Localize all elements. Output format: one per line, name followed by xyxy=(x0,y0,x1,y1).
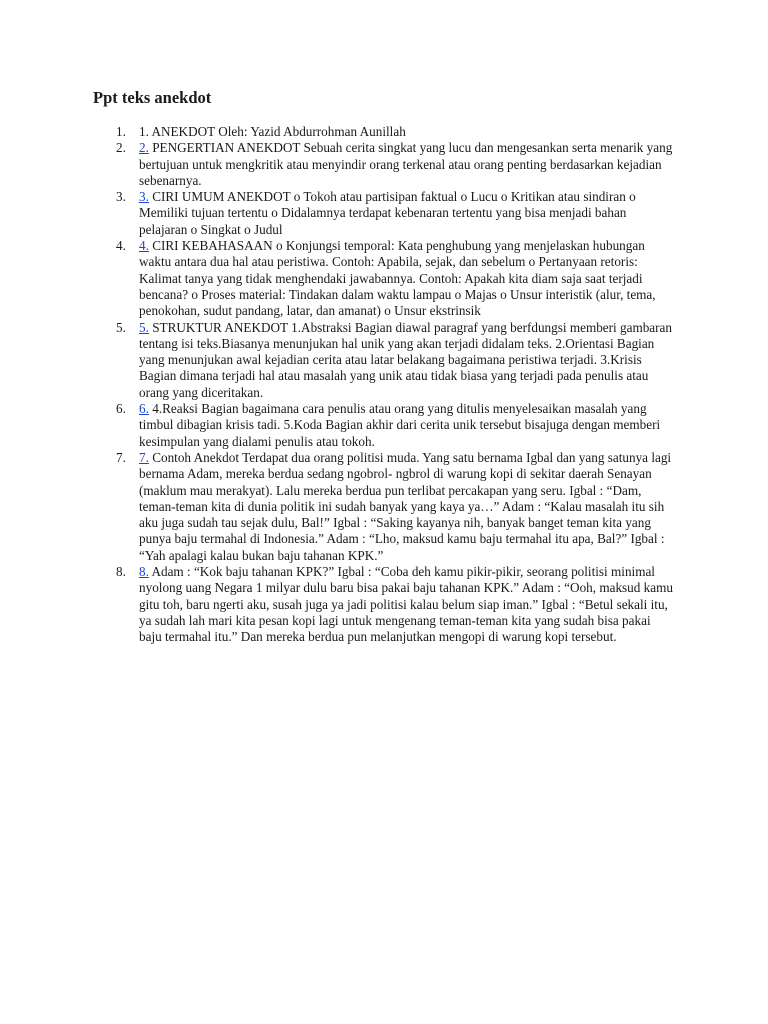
list-item-text: 4.Reaksi Bagian bagaimana cara penulis atau orang yang ditulis menyelesaikan masalah yang timbul dibagian krisis tadi. 5.Koda Bagian akhir dari cerita unik tersebut bisajuga dengan memberi kesimpulan yang dialami penulis atau tokoh. xyxy=(139,401,661,449)
list-item-8 xyxy=(0,564,676,645)
list-item-4 xyxy=(0,238,676,319)
slide-link-8[interactable]: 8. xyxy=(139,564,149,580)
list-item-text: CIRI UMUM ANEKDOT o Tokoh atau partisipan faktual o Lucu o Kritikan atau sindiran o Memiliki tujuan tertentu o Didalamnya terdapat kebenaran tertentu yang bisa menjadi bahan pelajaran o Singkat o Judul xyxy=(139,189,636,237)
list-number: 7. xyxy=(116,449,126,465)
list-item-5 xyxy=(0,320,676,401)
content-list xyxy=(0,124,676,646)
slide-link-2[interactable]: 2. xyxy=(139,140,149,156)
page-title: Ppt teks anekdot xyxy=(93,88,212,107)
list-number: 8. xyxy=(116,564,126,580)
slide-link-5[interactable]: 5. xyxy=(139,319,149,335)
list-item-7 xyxy=(0,450,676,564)
list-item-6 xyxy=(0,401,676,450)
list-item-text: Adam : “Kok baju tahanan KPK?” Igbal : “Coba deh kamu pikir-pikir, seorang politisi minimal nyolong uang Negara 1 milyar dulu baru bisa pakai baju tahanan KPK.” Adam : “Ooh, maksud kamu gitu toh, baru ngerti aku, susah juga ya jadi politisi kalau belum siap iman.” Igbal : “Betul sekali itu, ya sudah lah mari kita pesan kopi lagi untuk mengenang teman-teman kita yang sudah bisa pakai baju termahal itu.” Dan mereka berdua pun melanjutkan mengopi di warung kopi tersebut. xyxy=(139,564,673,645)
slide-link-7[interactable]: 7. xyxy=(139,449,149,465)
list-number: 1. xyxy=(116,124,126,139)
slide-link-3[interactable]: 3. xyxy=(139,189,149,205)
list-item-text: Contoh Anekdot Terdapat dua orang politisi muda. Yang satu bernama Igbal dan yang satunya lagi bernama Adam, mereka berdua sedang ngobrol- ngbrol di warung kopi di sekitar daerah Senayan (maklum mau merakyat). Lalu mereka berdua pun terlibat percakapan yang seru. Igbal : “Dam, teman-teman kita di dunia politik ini sudah banyak yang kaya ya…” Adam : “Kalau masalah itu sih aku juga sudah tau sejak dulu, Bal!” Igbal : “Saking kayanya nih, banyak banget teman kita yang punya baju termahal di Indonesia.” Adam : “Lho, maksud kamu baju termahal itu apa, Bal?” Igbal : “Yah apalagi kalau bukan baju tahanan KPK.” xyxy=(139,449,672,563)
slide-link-4[interactable]: 4. xyxy=(139,238,149,254)
list-number: 2. xyxy=(116,140,126,156)
list-number: 5. xyxy=(116,319,126,335)
list-item-text: 1. ANEKDOT Oleh: Yazid Abdurrohman Aunillah xyxy=(139,124,406,139)
list-item-2 xyxy=(0,140,676,189)
list-number: 3. xyxy=(116,189,126,205)
list-number: 4. xyxy=(116,238,126,254)
list-item-text: PENGERTIAN ANEKDOT Sebuah cerita singkat yang lucu dan mengesankan serta menarik yang bertujuan untuk mengkritik atau menyindir orang terkenal atau orang penting berdasarkan kejadian sebenarnya. xyxy=(139,140,673,188)
list-item-text: STRUKTUR ANEKDOT 1.Abstraksi Bagian diawal paragraf yang berfdungsi memberi gambaran tentang isi teks.Biasanya menunjukan hal unik yang akan terjadi didalam teks. 2.Orientasi Bagian yang menunjukan awal kejadian cerita atau latar belakang bagaimana peristiwa terjadi. 3.Krisis Bagian dimana terjadi hal atau masalah yang unik atau tidak biasa yang terjadi pada penulis atau orang yang diceritakan. xyxy=(139,319,672,400)
list-item-1 xyxy=(0,124,676,140)
list-item-text: CIRI KEBAHASAAN o Konjungsi temporal: Kata penghubung yang menjelaskan hubungan waktu antara dua hal atau peristiwa. Contoh: Apabila, sejak, dan sebelum o Pertanyaan retoris: Kalimat tanya yang tidak menghendaki jawabannya. Contoh: Apakah kita diam saja saat terjadi bencana? o Proses material: Tindakan dalam waktu lampau o Majas o Unsur interistik (alur, tema, penokohan, sudut pandang, latar, dan amanat) o Unsur ekstrinsik xyxy=(139,238,656,319)
slide-link-6[interactable]: 6. xyxy=(139,401,149,417)
list-number: 6. xyxy=(116,401,126,417)
list-item-3 xyxy=(0,189,676,238)
